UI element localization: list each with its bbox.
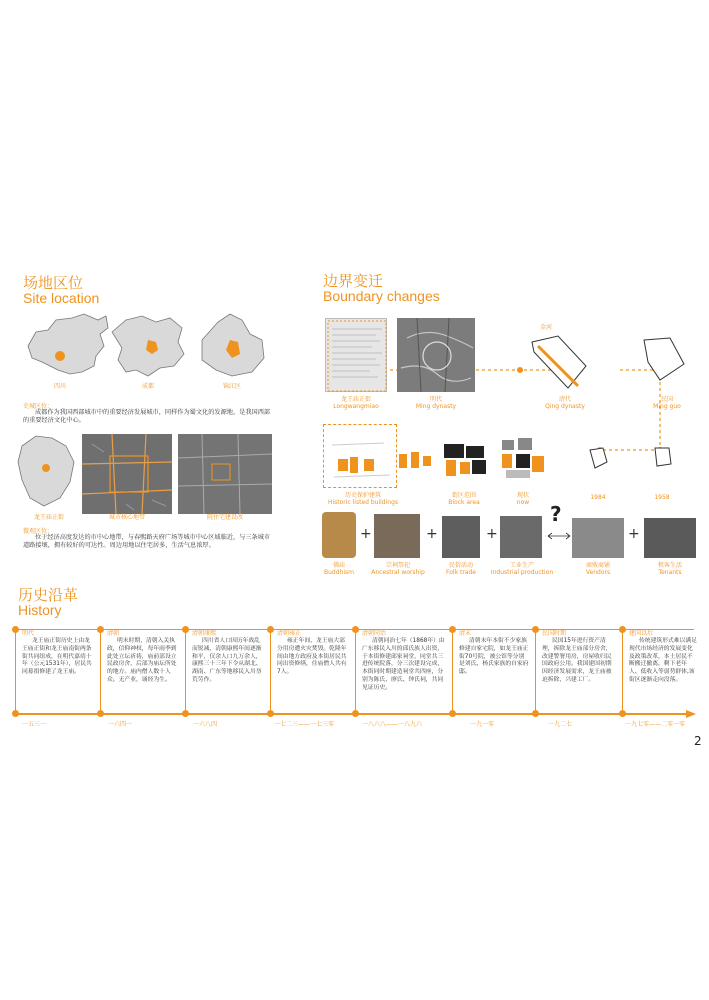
- site-title-en: Site location: [23, 290, 100, 306]
- boundary-bottom-0-cn: 佛庙: [332, 562, 345, 569]
- history-item-minguo: [535, 628, 617, 716]
- history-item-date: 一九一零: [470, 721, 495, 728]
- history-item-title: 清朝同治: [362, 630, 387, 637]
- history-item-date: 一九二七: [548, 721, 573, 728]
- map-label-jinjiang: 锦江区: [222, 383, 241, 390]
- buddha-photo: [322, 512, 356, 558]
- question-mark: ?: [550, 502, 562, 526]
- site-title-cn: 场地区位: [23, 274, 84, 292]
- chengdu-map: [192, 310, 272, 380]
- boundary-mid-4-en: 1958: [654, 494, 670, 501]
- boundary-top-3-en: Ming guo: [653, 403, 681, 410]
- boundary-bottom-3-cn: 工业生产: [509, 562, 534, 569]
- qing-outline: [528, 332, 590, 396]
- boundary-mid-0-en: Historic listed buildings: [327, 499, 399, 506]
- boundary-bottom-4-en: Vendors: [585, 569, 611, 576]
- boundary-mid-2-en: now: [516, 499, 530, 506]
- history-item-title: 清朝雍正: [277, 630, 302, 637]
- block-area-plan: [440, 440, 490, 480]
- history-item-title: 清朝康熙: [192, 630, 217, 637]
- history-item-title: 建国以后: [629, 630, 654, 637]
- industrial-photo: [500, 516, 542, 558]
- desc2-title: 微观区位：: [23, 528, 54, 535]
- boundary-mid-0-cn: 历史保护建筑: [344, 492, 381, 499]
- history-item-yongzheng: [270, 628, 350, 716]
- map2-label-core: 城市核心地带: [108, 514, 145, 521]
- page-number: 2: [694, 734, 702, 748]
- ming-map-photo: [397, 318, 475, 392]
- history-title-en: History: [18, 602, 62, 618]
- boundary-bottom-3-en: Industrial production: [490, 569, 554, 576]
- history-item-title: 清末: [459, 630, 472, 637]
- boundary-mid-1-en: Block area: [448, 499, 480, 506]
- history-item-title: 民国时期: [542, 630, 567, 637]
- minguo-outline: [640, 334, 690, 384]
- sichuan-map: [108, 312, 188, 378]
- boundary-mid-2-cn: 现状: [516, 492, 529, 499]
- history-item-qingmo: [452, 628, 530, 716]
- boundary-bottom-5-cn: 租客生活: [657, 562, 682, 569]
- outline-1984: [587, 446, 609, 470]
- desc1-text: 成都作为我国西部城市中的重要经济发展城市，同样作为蜀文化的发源地，是我国西部的重要经济文化中心。: [23, 409, 271, 425]
- document-photo: [325, 318, 387, 392]
- boundary-bottom-5-en: Tenants: [658, 569, 682, 576]
- boundary-top-0-en: Longwangmiao: [333, 403, 379, 410]
- history-item-text: 民国15年进行资产清理，拆除龙王庙部分房舍，改建警署用房，房屋收归民国政府公用。我国建国初期因经济发展需求，龙王庙被迫拆除，兴建工厂。: [542, 638, 612, 683]
- desc1-title: 史城区位：: [23, 403, 54, 410]
- boundary-top-3-cn: 民国: [660, 396, 673, 403]
- plus-icon: +: [426, 526, 438, 542]
- history-item-title: 明代: [22, 630, 35, 637]
- history-item-date: 一六八四: [193, 721, 218, 728]
- historic-buildings-plan: [323, 424, 397, 488]
- folk-trade-photo: [442, 516, 480, 558]
- tenants-photo: [644, 518, 696, 558]
- boundary-mid-1-cn: 街区范围: [451, 492, 476, 499]
- boundary-bottom-2-en: Folk trade: [446, 569, 476, 576]
- history-item-text: 龙王庙正街历史上由龙王庙正街和龙王庙南街两条街共同组成，在明代嘉靖十年（公元1531年），居民共同募捐修建了龙王庙。: [22, 638, 92, 676]
- boundary-top-0-cn: 龙王庙正街: [340, 396, 371, 403]
- now-plan: [498, 436, 548, 482]
- history-item-text: 雍正年间，龙王庙大部分用房遭火灾焚毁。乾隆年间由地方政府及本街居民共同出资修缮，住庙僧人共有7人。: [277, 638, 347, 676]
- desc2-text: 位于经济高度发达的市中心地带，与春熙路天府广场等城市中心区域临近，与三条城市道路接壤，拥有较好的可达性。周边用地以住宅居多，生活气息浓厚。: [23, 534, 271, 550]
- boundary-bottom-1-cn: 宗祠祭祀: [385, 562, 410, 569]
- vendors-photo: [572, 518, 624, 558]
- history-item-date: 一六四一: [108, 721, 133, 728]
- history-item-jianguo: [622, 628, 698, 716]
- boundary-mid-3-en: 1984: [590, 494, 606, 501]
- history-item-tongzhi: [355, 628, 447, 716]
- boundary-top-2-en: Qing dynasty: [545, 403, 585, 410]
- boundary-bottom-4-cn: 商贩商铺: [585, 562, 610, 569]
- history-item-date: 一七二三——一七三零: [274, 721, 335, 728]
- boundary-top-1-en: Ming dynasty: [415, 403, 457, 410]
- plus-icon: +: [628, 526, 640, 542]
- history-item-title: 清朝: [107, 630, 120, 637]
- history-item-text: 四川省人口因历年战乱而锐减，清朝康熙年间逐渐和平，仅余人口九万余人，康熙三十三年下令从湖北、湖南、广东等地移民入川垦荒劳作。: [192, 638, 262, 683]
- history-item-ming: [15, 628, 95, 716]
- boundary-bottom-1-en: Ancestral worship: [371, 569, 425, 576]
- history-item-date: 一五三一: [22, 721, 47, 728]
- history-title-cn: 历史沿革: [18, 586, 79, 604]
- boundary-bottom-2-cn: 民俗活动: [448, 562, 473, 569]
- map2-label-residential: 院住宅建设改: [206, 514, 243, 521]
- ancestral-photo: [374, 514, 420, 558]
- china-map: [22, 312, 110, 378]
- history-item-text: 清朝末年本街不少家族修建自家宅院，如龙王庙正街70号院，被公馆等分别是刘氏、杨氏家族的自家府邸。: [459, 638, 529, 676]
- boundary-title-cn: 边界变迁: [323, 272, 384, 290]
- history-item-text: 明末时期，清朝入关执政，信仰神权，每年雨季到此处立坛祈祷，庙前部设立民政房舍，后部为庙坛所处的地方。庙内僧人数十人众。无产业，诵经为生。: [107, 638, 177, 683]
- district-map: [16, 432, 80, 512]
- residential-photo: [178, 434, 272, 514]
- city-core-photo: [82, 434, 172, 514]
- plus-icon: +: [486, 526, 498, 542]
- boundary-bottom-0-en: Buddhism: [324, 569, 354, 576]
- history-item-text: 清朝同治七年（1868年）由广东移民入川的邱氏族人出资，于本街修建邱家祠堂，同堂共三进传统院落，分三次建设完成，本街同时期建造祠堂共四座，分别为陈氏、廖氏、钟氏祠，共同见证历史。: [362, 638, 445, 691]
- boundary-top-2-cn: 清代: [558, 396, 571, 403]
- plan-small-1: [395, 446, 435, 476]
- sichuan-marker: [55, 351, 65, 361]
- outline-1958: [651, 444, 673, 470]
- boundary-title-en: Boundary changes: [323, 288, 440, 304]
- street-marker: [42, 464, 50, 472]
- history-item-date: 一八六八——一八九六: [362, 721, 423, 728]
- history-item-date: 一九七零——二零一零: [625, 721, 686, 728]
- plus-icon: +: [360, 526, 372, 542]
- double-arrow-icon: [546, 532, 572, 540]
- history-item-text: 传统建筑形式难以满足现代市场经济的发展变化及政策改革，本土居民不断搬迁撤离，剩下老年人、低收入等弱势群体,该街区逐渐走向没落。: [629, 638, 697, 683]
- map-label-sichuan: 四川: [53, 383, 66, 390]
- river-label: 金河: [540, 324, 553, 331]
- map2-label-street: 龙王庙正街: [33, 514, 64, 521]
- boundary-top-1-cn: 明代: [429, 396, 442, 403]
- history-item-kangxi: [185, 628, 265, 716]
- history-item-qing: [100, 628, 180, 716]
- map-label-chengdu: 成都: [141, 383, 154, 390]
